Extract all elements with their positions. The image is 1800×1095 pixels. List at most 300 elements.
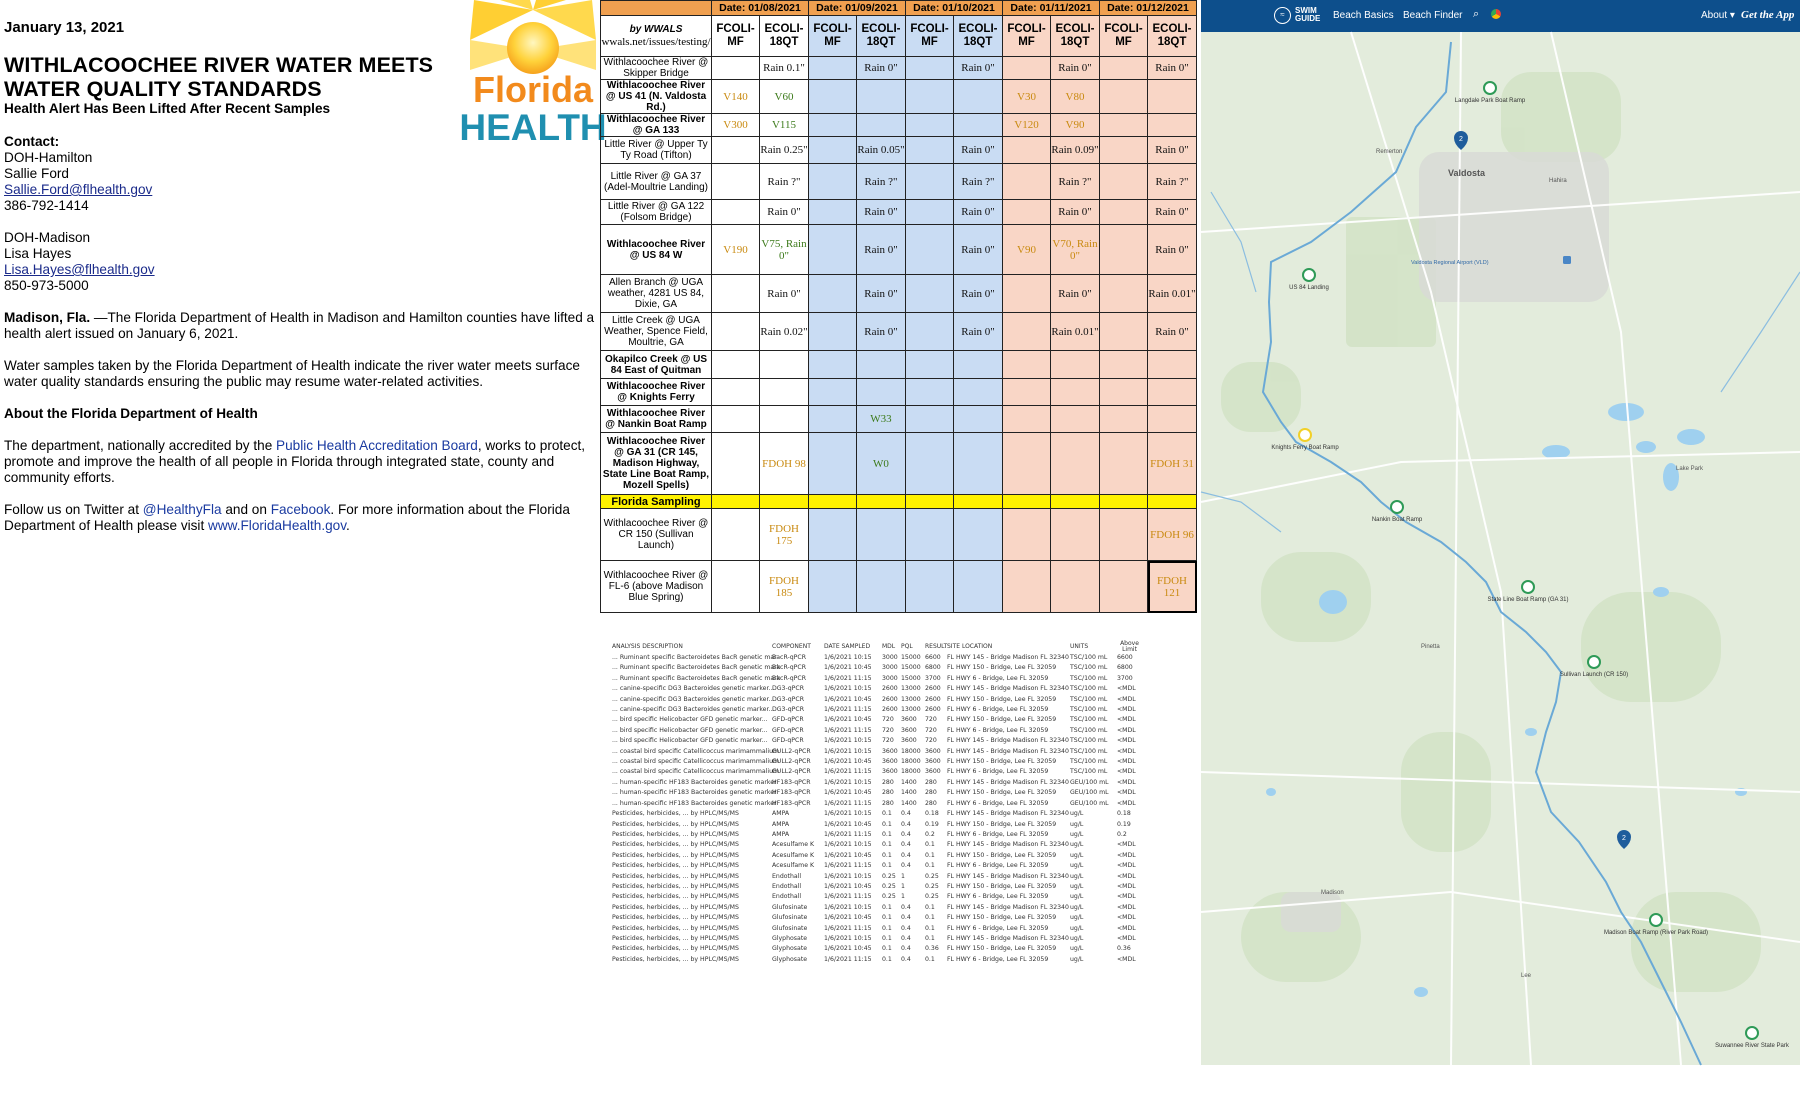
lab-cell: 0.4 — [901, 862, 911, 870]
result-cell — [809, 137, 857, 164]
lab-cell: Pesticides, herbicides, ... by HPLC/MS/MS — [612, 955, 739, 963]
lab-cell: BacR-qPCR — [772, 674, 806, 682]
lab-cell: 0.19 — [925, 820, 939, 828]
result-cell — [809, 509, 857, 561]
lab-cell: 0.4 — [901, 830, 911, 838]
result-cell: Rain 0" — [1148, 137, 1197, 164]
lab-cell: Pesticides, herbicides, ... by HPLC/MS/MS — [612, 820, 739, 828]
lab-row — [612, 726, 1142, 736]
result-cell — [1100, 313, 1148, 351]
lab-row — [612, 757, 1142, 767]
lab-cell: 0.18 — [1117, 810, 1131, 818]
lab-cell: Pesticides, herbicides, ... by HPLC/MS/MS — [612, 841, 739, 849]
lab-cell: AMPA — [772, 810, 790, 818]
result-cell — [906, 164, 954, 200]
result-cell — [712, 200, 760, 225]
result-cell — [1003, 275, 1051, 313]
result-cell — [857, 114, 906, 137]
lab-cell: TSC/100 mL — [1070, 768, 1108, 776]
lab-row — [612, 944, 1142, 954]
result-cell — [1100, 509, 1148, 561]
nav-about[interactable]: About ▾ — [1701, 10, 1735, 21]
result-cell — [1100, 351, 1148, 379]
result-cell: W0 — [857, 433, 906, 495]
lab-cell: 1/6/2021 10:45 — [824, 914, 872, 922]
lab-cell: ug/L — [1070, 841, 1084, 849]
lab-cell: HF183-qPCR — [772, 789, 811, 797]
result-cell — [1100, 275, 1148, 313]
lab-cell: ... Ruminant specific Bacteroidetes BacR genetic mark — [612, 674, 781, 682]
lab-row — [612, 684, 1142, 694]
result-cell: Rain 0" — [1148, 313, 1197, 351]
col-fcoli-header: FCOLI-MF — [1003, 16, 1051, 57]
contact1-phone: 386-792-1414 — [4, 198, 89, 213]
lab-cell: ... coastal bird specific Catellicoccus marimammalium — [612, 747, 780, 755]
lab-cell: <MDL — [1117, 778, 1136, 786]
result-cell: V75, Rain 0" — [760, 225, 809, 275]
lab-cell: 720 — [925, 737, 937, 745]
lab-cell: ... bird specific Helicobacter GFD genetic marker... — [612, 716, 768, 724]
lab-row — [612, 892, 1142, 902]
lab-cell: TSC/100 mL — [1070, 706, 1108, 714]
beach-pin-icon[interactable] — [1299, 429, 1311, 441]
result-cell: V140 — [712, 80, 760, 114]
result-cell — [1003, 164, 1051, 200]
result-cell — [1003, 561, 1051, 613]
lab-cell: 0.1 — [882, 945, 892, 953]
headline-line-1: WITHLACOOCHEE RIVER WATER MEETS — [4, 53, 434, 77]
lab-cell: AMPA — [772, 820, 790, 828]
lab-cell: AMPA — [772, 830, 790, 838]
lab-cell: 1/6/2021 10:15 — [824, 934, 872, 942]
lab-cell: 280 — [882, 778, 894, 786]
lab-cell: TSC/100 mL — [1070, 664, 1108, 672]
lab-cell: Pesticides, herbicides, ... by HPLC/MS/MS — [612, 945, 739, 953]
lab-cell: 720 — [882, 726, 894, 734]
lab-cell: TSC/100 mL — [1070, 737, 1108, 745]
contact1-email-link[interactable]: Sallie.Ford@flhealth.gov — [4, 182, 153, 197]
swim-guide-logo-icon[interactable]: ≈ — [1274, 7, 1291, 24]
lab-row — [612, 820, 1142, 830]
result-cell: Rain 0.01" — [1051, 313, 1100, 351]
result-cell — [906, 80, 954, 114]
result-cell — [906, 137, 954, 164]
lab-cell: 2600 — [882, 685, 898, 693]
lab-cell: <MDL — [1117, 872, 1136, 880]
lab-cell: 0.1 — [925, 934, 935, 942]
paragraph-3-text-a: The department, nationally accredited by the — [4, 438, 277, 453]
lab-column-header: PQL — [901, 642, 913, 650]
contact2-org: DOH-Madison — [4, 230, 91, 245]
lab-cell: 2600 — [882, 695, 898, 703]
lab-cell: 1/6/2021 10:45 — [824, 758, 872, 766]
lab-cell: 3600 — [882, 758, 898, 766]
lab-cell: 15000 — [901, 674, 921, 682]
label-lee: Lee — [1521, 973, 1532, 979]
cluster-count-2: 2 — [1622, 835, 1626, 842]
result-cell: Rain 0.25" — [760, 137, 809, 164]
lab-cell: 1/6/2021 10:45 — [824, 695, 872, 703]
lab-cell: FL HWY 145 - Bridge Madison FL 32340 — [947, 872, 1069, 880]
lab-cell: GFD-qPCR — [772, 716, 804, 724]
lab-cell: ... human-specific HF183 Bacteroides genetic marker — [612, 789, 777, 797]
lab-cell: FL HWY 145 - Bridge Madison FL 32340 — [947, 747, 1069, 755]
sampling-row — [601, 433, 1197, 495]
lab-cell: FL HWY 150 - Bridge, Lee FL 32059 — [947, 664, 1057, 672]
lab-cell: 0.4 — [901, 924, 911, 932]
lab-cell: ug/L — [1070, 872, 1084, 880]
lab-cell: <MDL — [1117, 841, 1136, 849]
result-cell — [1100, 200, 1148, 225]
result-cell — [1148, 80, 1197, 114]
lab-cell: 6800 — [925, 664, 941, 672]
col-fcoli-header: FCOLI-MF — [712, 16, 760, 57]
paragraph-dateline — [4, 310, 602, 342]
lab-cell: 1/6/2021 10:15 — [824, 841, 872, 849]
result-cell: Rain 0" — [1051, 57, 1100, 80]
lab-cell: 1/6/2021 10:45 — [824, 716, 872, 724]
result-cell — [954, 433, 1003, 495]
lab-column-header: MDL — [882, 642, 896, 650]
florida-sampling-filler — [760, 495, 809, 509]
lab-cell: 13000 — [901, 706, 921, 714]
swim-guide-header — [1201, 0, 1800, 32]
beach-pin-icon[interactable] — [1746, 1027, 1758, 1039]
lab-column-header: COMPONENT — [772, 642, 811, 650]
lab-cell: 0.4 — [901, 841, 911, 849]
lab-cell: 0.25 — [925, 893, 939, 901]
lab-row — [612, 872, 1142, 882]
swim-guide-brand[interactable] — [1295, 7, 1320, 23]
result-cell — [906, 275, 954, 313]
lab-row — [612, 830, 1142, 840]
site-name: Withlacoochee River @ GA 31 (CR 145, Madison Highway, State Line Boat Ramp, Mozell Spells) — [601, 433, 712, 495]
beach-pin-icon[interactable] — [1588, 656, 1600, 668]
lab-cell: <MDL — [1117, 862, 1136, 870]
result-cell — [906, 313, 954, 351]
result-cell: V80 — [1051, 80, 1100, 114]
col-ecoli-header: ECOLI-18QT — [1148, 16, 1197, 57]
result-cell: W33 — [857, 406, 906, 433]
result-cell: Rain 0.1" — [760, 57, 809, 80]
lab-cell: TSC/100 mL — [1070, 726, 1108, 734]
lab-cell: <MDL — [1117, 706, 1136, 714]
lab-cell: 1/6/2021 10:15 — [824, 903, 872, 911]
result-cell: Rain 0" — [760, 200, 809, 225]
lab-cell: ... coastal bird specific Catellicoccus marimammalium — [612, 768, 780, 776]
by-wwals-header — [601, 16, 712, 57]
lab-cell: ... canine-specific DG3 Bacteroides genetic marker... — [612, 706, 775, 714]
lab-cell: 1/6/2021 11:15 — [824, 674, 872, 682]
beach-pin-icon[interactable] — [1484, 82, 1496, 94]
lab-cell: GEU/100 mL — [1070, 778, 1109, 786]
lab-row — [612, 736, 1142, 746]
beach-pin-icon[interactable] — [1650, 914, 1662, 926]
result-cell: FDOH 121 — [1148, 561, 1197, 613]
lab-cell: <MDL — [1117, 851, 1136, 859]
lab-cell: TSC/100 mL — [1070, 758, 1108, 766]
lab-cell: GFD-qPCR — [772, 737, 804, 745]
site-name: Withlacoochee River @ US 84 W — [601, 225, 712, 275]
dateline: Madison, Fla. — [4, 310, 91, 325]
lab-cell: Endothall — [772, 893, 802, 901]
lab-cell: TSC/100 mL — [1070, 747, 1108, 755]
lab-cell: Pesticides, herbicides, ... by HPLC/MS/MS — [612, 914, 739, 922]
lab-cell: 0.36 — [1117, 945, 1131, 953]
result-cell — [760, 351, 809, 379]
lab-cell: 1/6/2021 11:15 — [824, 955, 872, 963]
lab-cell: GEU/100 mL — [1070, 789, 1109, 797]
florida-sampling-filler — [906, 495, 954, 509]
result-cell: Rain 0" — [857, 57, 906, 80]
result-cell: Rain 0.02" — [760, 313, 809, 351]
result-cell — [1003, 313, 1051, 351]
sampling-row — [601, 114, 1197, 137]
lab-cell: Pesticides, herbicides, ... by HPLC/MS/MS — [612, 810, 739, 818]
result-cell: V60 — [760, 80, 809, 114]
lab-cell: FL HWY 150 - Bridge, Lee FL 32059 — [947, 695, 1057, 703]
result-cell — [1100, 57, 1148, 80]
lab-cell: 3000 — [882, 654, 898, 661]
lab-cell: 1/6/2021 11:15 — [824, 830, 872, 838]
lab-cell: 280 — [882, 789, 894, 797]
lab-cell: DG3-qPCR — [772, 685, 805, 693]
get-the-app-link[interactable]: Get the App — [1741, 9, 1795, 21]
result-cell — [712, 164, 760, 200]
lab-cell: DG3-qPCR — [772, 706, 805, 714]
florida-sampling-label: Florida Sampling — [601, 495, 712, 509]
lab-cell: ug/L — [1070, 862, 1084, 870]
lab-column-header: DATE SAMPLED — [824, 642, 871, 650]
lab-cell: TSC/100 mL — [1070, 695, 1108, 703]
website-link[interactable]: www.FloridaHealth.gov — [208, 518, 347, 533]
lab-cell: 6600 — [1117, 654, 1133, 661]
lab-cell: 0.25 — [882, 893, 896, 901]
beach-pin-icon[interactable] — [1522, 581, 1534, 593]
date-header-3: Date: 01/10/2021 — [906, 1, 1003, 16]
lab-cell: 0.1 — [882, 841, 892, 849]
result-cell: Rain 0" — [954, 313, 1003, 351]
result-cell — [712, 137, 760, 164]
lab-cell: BacR-qPCR — [772, 664, 806, 672]
lab-cell: 1400 — [901, 778, 917, 786]
label-lake-park: Lake Park — [1676, 466, 1704, 472]
globe-icon[interactable] — [1491, 9, 1501, 19]
lab-cell: 0.1 — [925, 851, 935, 859]
lab-cell: 3600 — [925, 747, 941, 755]
result-cell: FDOH 175 — [760, 509, 809, 561]
result-cell — [1148, 351, 1197, 379]
result-cell — [1003, 351, 1051, 379]
airport-label-text: Valdosta Regional Airport (VLD) — [1411, 260, 1489, 266]
lab-row — [612, 674, 1142, 684]
lab-column-header: Above Limit — [1120, 640, 1139, 653]
result-cell — [1148, 114, 1197, 137]
facebook-link[interactable]: Facebook — [270, 502, 331, 517]
lab-cell: FL HWY 150 - Bridge, Lee FL 32059 — [947, 789, 1057, 797]
site-name: Little Creek @ UGA Weather, Spence Field, Moultrie, GA — [601, 313, 712, 351]
lab-cell: 1/6/2021 10:15 — [824, 685, 872, 693]
lab-cell: TSC/100 mL — [1070, 674, 1108, 682]
result-cell — [809, 57, 857, 80]
result-cell — [1051, 379, 1100, 406]
result-cell: Rain 0" — [954, 57, 1003, 80]
lab-cell: 1 — [901, 882, 905, 890]
date-header-4: Date: 01/11/2021 — [1003, 1, 1100, 16]
corner-cell — [601, 1, 712, 16]
lab-cell: 0.25 — [925, 882, 939, 890]
result-cell — [809, 114, 857, 137]
lab-cell: GEU/100 mL — [1070, 799, 1109, 807]
contact2-email-link[interactable]: Lisa.Hayes@flhealth.gov — [4, 262, 155, 277]
lab-cell: 1/6/2021 10:15 — [824, 737, 872, 745]
lab-cell: 1/6/2021 10:15 — [824, 872, 872, 880]
nav-beach-finder[interactable]: Beach Finder — [1403, 10, 1463, 21]
lab-cell: 3600 — [925, 768, 941, 776]
result-cell — [809, 351, 857, 379]
lab-column-header: SITE LOCATION — [947, 642, 993, 650]
lab-cell: TSC/100 mL — [1070, 716, 1108, 724]
lab-cell: 0.2 — [925, 830, 935, 838]
lab-cell: 1/6/2021 11:15 — [824, 893, 872, 901]
paragraph-4 — [4, 502, 602, 534]
florida-sampling-divider — [601, 495, 1197, 509]
result-cell — [1003, 200, 1051, 225]
result-cell — [954, 114, 1003, 137]
result-cell — [1051, 561, 1100, 613]
beach-pin-label: Knights Ferry Boat Ramp — [1271, 445, 1339, 451]
result-cell — [906, 351, 954, 379]
result-cell — [857, 561, 906, 613]
sampling-row — [601, 57, 1197, 80]
lab-cell: 0.4 — [901, 934, 911, 942]
label-remerton: Remerton — [1376, 149, 1403, 155]
lab-row — [612, 913, 1142, 923]
result-cell: Rain 0.01" — [1148, 275, 1197, 313]
lab-row — [612, 924, 1142, 934]
lab-cell: HF183-qPCR — [772, 778, 811, 786]
result-cell — [1148, 406, 1197, 433]
result-cell: Rain 0.09" — [1051, 137, 1100, 164]
twitter-link[interactable]: @HealthyFla — [142, 502, 222, 517]
wwals-testing-table — [600, 0, 1197, 613]
about-heading: About the Florida Department of Health — [4, 406, 258, 421]
lab-cell: ug/L — [1070, 820, 1084, 828]
sampling-row — [601, 406, 1197, 433]
lab-cell: 13000 — [901, 695, 921, 703]
phab-link[interactable]: Public Health Accreditation Board — [276, 438, 478, 453]
site-name: Withlacoochee River @ Knights Ferry — [601, 379, 712, 406]
lab-cell: Pesticides, herbicides, ... by HPLC/MS/MS — [612, 893, 739, 901]
lab-column-header: ANALYSIS DESCRIPTION — [612, 642, 683, 650]
logo-word-florida: Florida — [472, 69, 594, 110]
lab-cell: <MDL — [1117, 924, 1136, 932]
lab-row — [612, 695, 1142, 705]
sampling-row — [601, 200, 1197, 225]
result-cell — [1100, 137, 1148, 164]
lab-cell: Glufosinate — [772, 924, 808, 932]
lab-cell: <MDL — [1117, 685, 1136, 693]
lab-cell: ug/L — [1070, 934, 1084, 942]
lab-cell: 1400 — [901, 789, 917, 797]
lab-cell: 0.4 — [901, 903, 911, 911]
lab-cell: DG3-qPCR — [772, 695, 805, 703]
lab-cell: 1/6/2021 11:15 — [824, 768, 872, 776]
result-cell — [809, 200, 857, 225]
paragraph-1: —The Florida Department of Health in Madison and Hamilton counties have lifted a health alert issued on January 6, 2021. — [4, 310, 595, 341]
lab-cell: FL HWY 150 - Bridge, Lee FL 32059 — [947, 882, 1057, 890]
lab-cell: 0.36 — [925, 945, 939, 953]
lab-cell: FL HWY 145 - Bridge Madison FL 32340 — [947, 685, 1069, 693]
result-cell — [1003, 137, 1051, 164]
col-fcoli-header: FCOLI-MF — [1100, 16, 1148, 57]
swim-guide-map[interactable] — [1201, 0, 1800, 1065]
result-cell — [954, 351, 1003, 379]
lab-cell: FL HWY 145 - Bridge Madison FL 32340 — [947, 841, 1069, 849]
lab-row — [612, 809, 1142, 819]
lab-row — [612, 653, 1142, 663]
result-cell: Rain 0" — [1148, 225, 1197, 275]
lab-cell: FL HWY 145 - Bridge Madison FL 32340 — [947, 737, 1069, 745]
nav-about-label: About — [1701, 10, 1728, 21]
lab-row — [612, 799, 1142, 809]
lab-row — [612, 851, 1142, 861]
result-cell — [954, 509, 1003, 561]
lab-cell: 0.1 — [882, 924, 892, 932]
lab-cell: 0.1 — [882, 934, 892, 942]
sampling-row — [601, 313, 1197, 351]
lab-cell: Pesticides, herbicides, ... by HPLC/MS/MS — [612, 934, 739, 942]
nav-beach-basics[interactable]: Beach Basics — [1333, 10, 1394, 21]
cluster-count-1: 2 — [1459, 136, 1463, 143]
paragraph-4-text-c: . For more information about the Florida Department of Health please visit — [4, 502, 570, 533]
result-cell — [1051, 433, 1100, 495]
lab-cell: 280 — [925, 799, 937, 807]
lab-cell: 6800 — [1117, 664, 1133, 672]
lab-cell: Endothall — [772, 872, 802, 880]
result-cell: Rain 0" — [857, 200, 906, 225]
beach-pin-label: State Line Boat Ramp (GA 31) — [1487, 597, 1569, 603]
contact-block — [4, 134, 602, 294]
lab-cell: 3600 — [882, 768, 898, 776]
beach-pin-icon[interactable] — [1391, 501, 1403, 513]
col-ecoli-header: ECOLI-18QT — [760, 16, 809, 57]
lab-cell: 0.1 — [882, 862, 892, 870]
label-hahira-road: Hahira — [1549, 178, 1567, 184]
lab-cell: 6600 — [925, 654, 941, 661]
result-cell — [712, 561, 760, 613]
florida-sampling-filler — [1148, 495, 1197, 509]
search-icon[interactable]: ⌕ — [1473, 8, 1480, 20]
lab-cell: ug/L — [1070, 945, 1084, 953]
result-cell — [712, 313, 760, 351]
result-cell — [712, 433, 760, 495]
lab-cell: 1/6/2021 10:15 — [824, 747, 872, 755]
site-name: Withlacoochee River @ GA 133 — [601, 114, 712, 137]
lab-cell: 0.19 — [1117, 820, 1131, 828]
sampling-row — [601, 80, 1197, 114]
lab-cell: 280 — [925, 778, 937, 786]
result-cell — [1003, 57, 1051, 80]
label-valdosta: Valdosta — [1448, 168, 1486, 178]
lab-cell: 18000 — [901, 758, 921, 766]
florida-sampling-filler — [1051, 495, 1100, 509]
result-cell — [809, 379, 857, 406]
release-date: January 13, 2021 — [4, 19, 125, 36]
lab-cell: Pesticides, herbicides, ... by HPLC/MS/MS — [612, 924, 739, 932]
map-canvas[interactable] — [1201, 32, 1800, 1065]
beach-pin-icon[interactable] — [1303, 269, 1315, 281]
